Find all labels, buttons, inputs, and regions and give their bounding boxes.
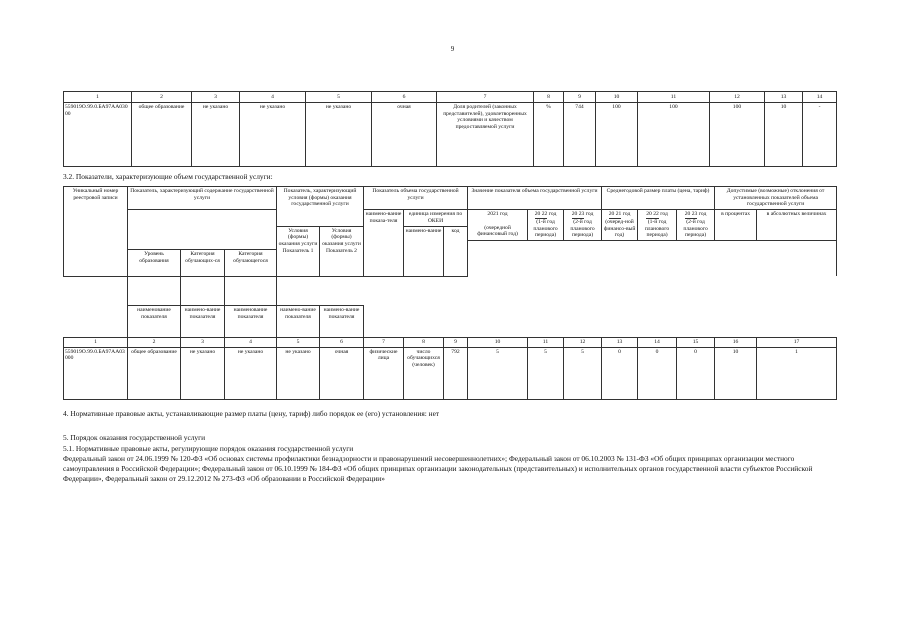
col-number: 14 <box>638 338 677 348</box>
header-unit: единица измерения по ОКЕИ <box>404 210 468 226</box>
table-cell: не указано <box>181 347 225 399</box>
header-content: Показатель, характеризующий содержание государственной услуги <box>128 187 277 210</box>
section-4-text: 4. Нормативные правовые акты, устанавливающие размер платы (цену, тариф) либо порядок ее (его) установления: нет <box>63 409 440 418</box>
header-conditions-1: Условия (формы) оказания услуги Показатель 1 <box>277 226 320 276</box>
table-cell: не указано <box>277 347 320 399</box>
table-cell: 0 <box>677 347 715 399</box>
header-fee-year-1 <box>602 210 638 241</box>
col-number: 10 <box>596 92 638 103</box>
table-header-row <box>64 338 837 348</box>
table-cell: 0 <box>638 347 677 399</box>
header-name-2: наимено-вание показателя <box>181 306 225 338</box>
section-3-2-heading: 3.2. Показатели, характеризующие объем государственной услуги: <box>63 172 273 181</box>
col-number: 2 <box>132 92 192 103</box>
col-number: 3 <box>192 92 240 103</box>
section-5-1-heading: 5.1. Нормативные правовые акты, регулирующие порядок оказания государственной услуги <box>63 444 354 453</box>
col-number: 15 <box>677 338 715 348</box>
volume-body-table <box>63 337 837 400</box>
fee-year-3-desc: (2-й год планового периода) <box>683 218 708 239</box>
table-cell: очная <box>372 103 437 167</box>
value-year-3-desc: (2-й год планового периода) <box>570 218 595 239</box>
col-number: 2 <box>128 338 181 348</box>
value-year-3: 20 23 <box>571 211 585 218</box>
table-cell: Доля родителей (законных представителей), удовлетворенных условиями и качеством предоставляемой услуги <box>437 103 534 167</box>
header-dev-percent: в процентах <box>715 210 757 241</box>
section-5-heading: 5. Порядок оказания государственной услуги <box>63 433 206 442</box>
col-number: 16 <box>715 338 757 348</box>
col-number: 4 <box>225 338 277 348</box>
col-number: 9 <box>444 338 468 348</box>
table-header-row <box>64 210 837 226</box>
col-number: 17 <box>757 338 837 348</box>
table-header-row <box>64 92 837 103</box>
fee-year-3: 20 23 <box>684 211 698 218</box>
table-cell: 744 <box>564 103 596 167</box>
table-cell: 100 <box>596 103 638 167</box>
content-subheader-table <box>127 249 277 338</box>
col-number: 6 <box>372 92 437 103</box>
col-number: 5 <box>306 92 372 103</box>
table-cell: 5 <box>468 347 528 399</box>
col-number: 3 <box>181 338 225 348</box>
col-number: 12 <box>710 92 765 103</box>
col-number: 11 <box>528 338 564 348</box>
col-number: 4 <box>240 92 306 103</box>
table-cell: не указано <box>225 347 277 399</box>
table-cell: не указано <box>306 103 372 167</box>
header-value-year-3 <box>564 210 602 241</box>
table-cell: физические лица <box>364 347 404 399</box>
table-cell: 5 <box>528 347 564 399</box>
section-5-1-text: Федеральный закон от 24.06.1999 № 120-ФЗ «Об основах системы профилактики безнадзорности и правонарушений несовершеннолетних»; Федеральный закон от 06.10.2003 № 131-ФЗ «Об общих принципах организации местного самоуправления в Российской Федерации»; Федеральный закон от 06.10.1999 № 184-ФЗ «Об общих принципах организации законодательных (представительных) и исполнительных органов государственной власти субъектов Российской Федерации», Федеральный закон от 29.12.2012 № 273-ФЗ «Об образовании в Российской Федерации» <box>63 454 813 483</box>
table-cell: 100 <box>710 103 765 167</box>
year-word: год <box>585 211 594 218</box>
table-cell: 792 <box>444 347 468 399</box>
header-value-year-2 <box>528 210 564 241</box>
header-name-3: наименование показателя <box>225 306 277 338</box>
fee-year-2-desc: (1-й год планового периода) <box>644 218 670 239</box>
table-cell: 559019О.99.0.БА97АА03000 <box>64 347 128 399</box>
page-number: 9 <box>450 45 455 53</box>
col-number: 1 <box>64 338 128 348</box>
table-cell: очная <box>320 347 364 399</box>
header-name-5: наимено-вание показателя <box>320 306 364 338</box>
header-volume: Показатель объема государственной услуги <box>364 187 468 210</box>
header-fee-year-2 <box>638 210 677 241</box>
table-header-row <box>64 187 837 210</box>
col-number: 7 <box>364 338 404 348</box>
year-word: год <box>622 211 631 218</box>
value-year-1-desc: (очередной финансовый год) <box>477 224 518 238</box>
value-year-2: 20 22 <box>534 211 548 218</box>
year-word: год <box>660 211 668 218</box>
table-cell: общее образование <box>132 103 192 167</box>
value-year-2-desc: (1-й год планового периода) <box>533 218 558 239</box>
table-cell: не указано <box>192 103 240 167</box>
header-deviation: Допустимые (возможные) отклонения от установленных показателей объема государственной услуги <box>715 187 837 210</box>
col-number: 7 <box>437 92 534 103</box>
table-row <box>64 103 837 167</box>
fee-year-2: 20 22 <box>646 211 659 218</box>
table-cell: 559019О.99.0.БА97АА03000 <box>64 103 132 167</box>
col-number: 13 <box>602 338 638 348</box>
year-word: год <box>548 211 557 218</box>
fee-year-1-desc: (очеред-ной финансо-вый год) <box>603 218 636 239</box>
col-number: 8 <box>534 92 564 103</box>
col-number: 12 <box>564 338 602 348</box>
year-word: год <box>698 211 707 218</box>
header-fee: Среднегодовой размер платы (цена, тариф) <box>602 187 715 210</box>
value-year-1: 2021 год <box>487 211 508 218</box>
header-dev-absolute: в абсолютных величинах <box>757 210 837 241</box>
col-number: 11 <box>638 92 710 103</box>
header-content-2: Категория обучающих-ся <box>181 250 225 306</box>
header-content-1: Уровень образования <box>128 250 181 306</box>
header-conditions: Показатель, характеризующий условия (формы) оказания государственной услуги <box>277 187 364 227</box>
header-content-3: Категория обучающегося <box>225 250 277 306</box>
header-unit-name: наимено-вание <box>404 226 444 276</box>
table-cell: число обучающихся (человек) <box>404 347 444 399</box>
col-number: 6 <box>320 338 364 348</box>
header-value: Значение показателя объема государственной услуги <box>468 187 602 210</box>
table-cell: общее образование <box>128 347 181 399</box>
col-number: 1 <box>64 92 132 103</box>
col-number: 13 <box>765 92 803 103</box>
header-fee-year-3 <box>677 210 715 241</box>
quality-indicators-table <box>63 91 837 167</box>
col-number: 10 <box>468 338 528 348</box>
header-name-4: наимено-вание показателя <box>277 306 320 338</box>
table-cell: 1 <box>757 347 837 399</box>
header-value-year-1 <box>468 210 528 241</box>
header-conditions-2: Условия (формы) оказания услуги Показатель 2 <box>320 226 364 276</box>
table-cell: 5 <box>564 347 602 399</box>
table-cell: 100 <box>638 103 710 167</box>
col-number: 8 <box>404 338 444 348</box>
col-number: 14 <box>803 92 837 103</box>
table-cell: не указано <box>240 103 306 167</box>
table-cell: - <box>803 103 837 167</box>
header-indicator-name: наимено-вание показа-теля <box>364 210 404 277</box>
header-name-1: наименование показателя <box>128 306 181 338</box>
table-cell: % <box>534 103 564 167</box>
header-unit-code: код <box>444 226 468 276</box>
col-number: 5 <box>277 338 320 348</box>
conditions-subheader-table <box>276 305 364 338</box>
header-spacer <box>468 240 837 276</box>
table-cell: 0 <box>602 347 638 399</box>
table-cell: 10 <box>765 103 803 167</box>
table-cell: 10 <box>715 347 757 399</box>
fee-year-1: 20 21 <box>608 211 622 218</box>
header-unique-number: Уникальный номер реестровой записи <box>64 187 128 277</box>
col-number: 9 <box>564 92 596 103</box>
table-row <box>64 347 837 399</box>
